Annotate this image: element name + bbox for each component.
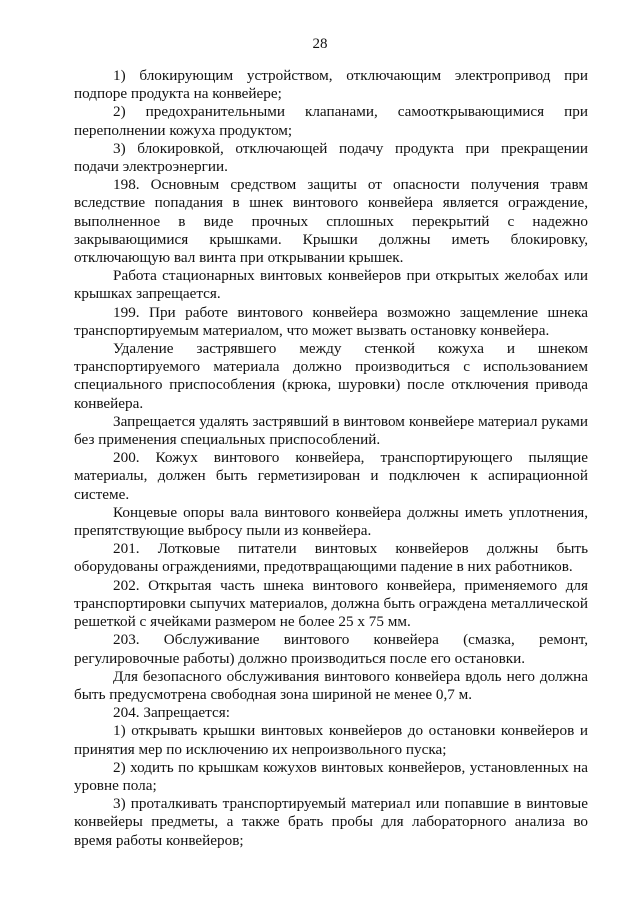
paragraph-199-removal: Удаление застрявшего между стенкой кожуха и шнеком транспортируемого материала должно производиться с использованием специального приспособления (крюка, шуровки) после отключения привода конвейера. [74,340,588,412]
paragraph-204-item-1: 1) открывать крышки винтовых конвейеров до остановки конвейеров и принятия мер по исключению их непроизвольного пуска; [74,722,588,758]
paragraph-199-hands: Запрещается удалять застрявший в винтовом конвейере материал руками без применения специальных приспособлений. [74,412,588,449]
paragraph-198-prohibition: Работа стационарных винтовых конвейеров при открытых желобах или крышках запрещается. [74,267,588,303]
paragraph-204-item-2: 2) ходить по крышкам кожухов винтовых конвейеров, установленных на уровне пола; [74,758,588,794]
paragraph-item-1: 1) блокирующим устройством, отключающим электропривод при подпоре продукта на конвейере; [74,67,588,103]
paragraph-204-item-3: 3) проталкивать транспортируемый материал или попавшие в винтовые конвейеры предметы, а также брать пробы для лабораторного анализа во время работы конвейеров; [74,795,588,849]
page-number: 28 [312,36,328,52]
paragraph-198: 198. Основным средством защиты от опасности получения травм вследствие попадания в шнек винтового конвейера является ограждение, выполненное в виде прочных сплошных перекрытий с надежно закрывающимися крышками. Крышки должны иметь блокировку, отключающую вал винта при открывании крышек. [74,176,588,267]
paragraph-item-2: 2) предохранительными клапанами, самооткрывающимися при переполнении кожуха продуктом; [74,103,588,139]
paragraph-204: 204. Запрещается: [113,704,230,722]
document-body [74,67,588,850]
paragraph-203-zone: Для безопасного обслуживания винтового конвейера вдоль него должна быть предусмотрена свободная зона шириной не менее 0,7 м. [74,667,588,703]
paragraph-200: 200. Кожух винтового конвейера, транспортирующего пылящие материалы, должен быть герметизирован и подключен к аспирационной системе. [74,449,588,503]
paragraph-201: 201. Лотковые питатели винтовых конвейеров должны быть оборудованы ограждениями, предотвращающими падение в них работников. [74,540,588,576]
paragraph-200-seals: Концевые опоры вала винтового конвейера должны иметь уплотнения, препятствующие выбросу пыли из конвейера. [74,503,588,540]
paragraph-item-3: 3) блокировкой, отключающей подачу продукта при прекращении подачи электроэнергии. [74,139,588,176]
paragraph-202: 202. Открытая часть шнека винтового конвейера, применяемого для транспортировки сыпучих материалов, должна быть ограждена металлической решеткой с ячейками размером не более 25 х 75 мм. [74,576,588,631]
paragraph-199: 199. При работе винтового конвейера возможно защемление шнека транспортируемым материалом, что может вызвать остановку конвейера. [74,303,588,339]
paragraph-203: 203. Обслуживание винтового конвейера (смазка, ремонт, регулировочные работы) должно производиться после его остановки. [74,631,588,667]
